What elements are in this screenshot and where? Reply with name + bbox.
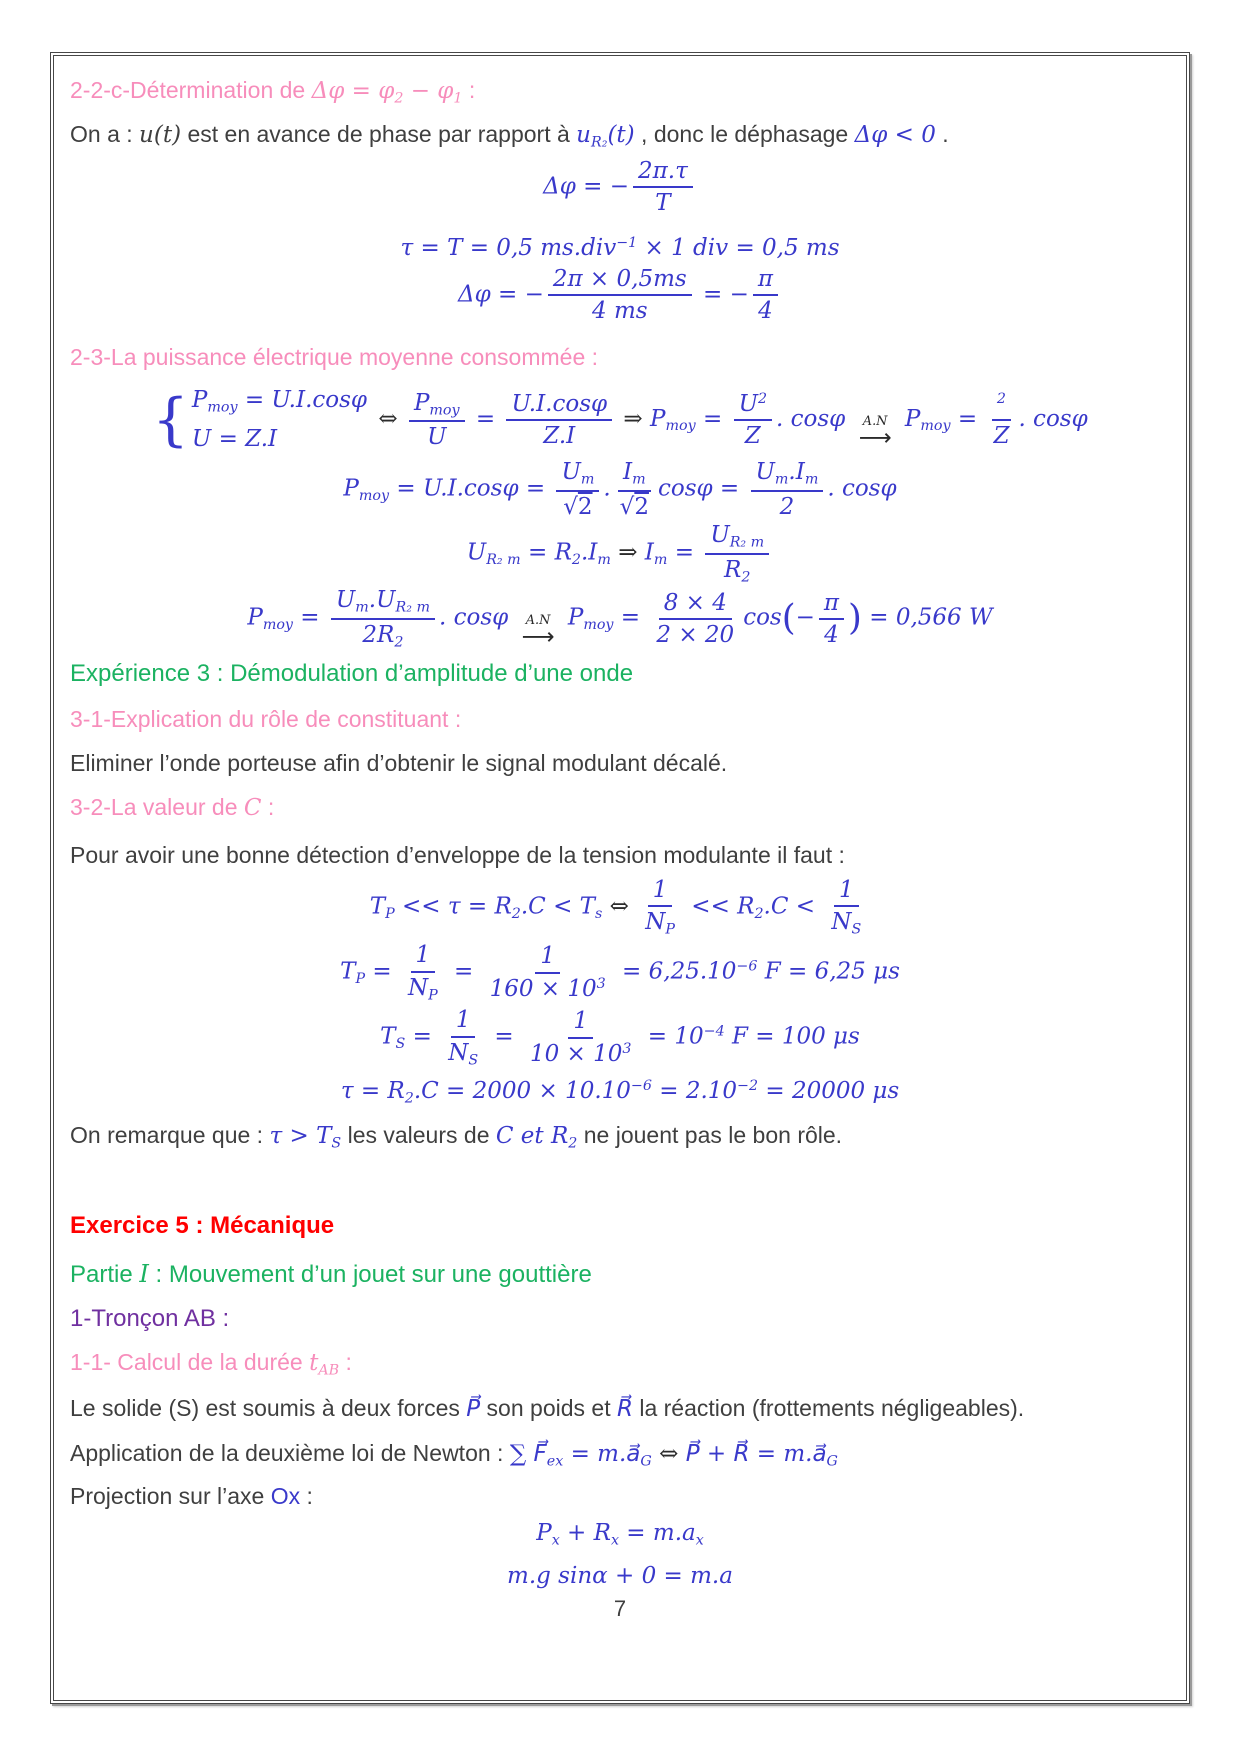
para-loi-de-newton: Application de la deuxième loi de Newton : ∑ F⃗ex = m.a⃗G ⇔ P⃗ + R⃗ = m.a⃗G	[70, 1439, 838, 1469]
heading-3-2: 3-2-La valeur de C :	[70, 794, 275, 822]
formula-pmoy-um-im: Pmoy = U.I.cosφ = $\frac{Um}{√2}$ . $\frac{Im}{√2}$ cosφ = $\frac{Um.Im}{2}$ . cosφ	[343, 459, 897, 520]
formula-dphi-valeur: Δφ = − $\frac{2\pi \times 0,5ms}{4 ms}$ = − $\frac{\pi}{4}$	[70, 266, 1170, 325]
formula-pmoy-an: Pmoy = $\frac{\text{Um.UR₂ m}}{2R2}$ . cosφ A.N ⟶ Pmoy = $\frac{8 \times 4}{2 \times 20}$ cos(− $\frac{\pi}{4}$ ) = 0,566 W	[247, 587, 993, 651]
para-on-remarque: On remarque que : τ > TS les valeurs de C et R2 ne jouent pas le bon rôle.	[70, 1121, 843, 1152]
formula-pmoy-chaine: { Pmoy = U.I.cosφ U = Z.I ⇔ $\frac{\text{Pmoy}}{U}$ = $\frac{U.I.\cos\varphi}{Z.I}$ ⇒ Pmoy = $\frac{U^2}{Z}$ . cosφ A.N ⟶ Pmoy = $\frac{^2}{Z}$ . cosφ	[152, 385, 1088, 453]
formula-px-rx: Px + Rx = m.ax	[536, 1520, 704, 1549]
heading-2-2-c: 2-2-c-Détermination de Δφ = φ2 − φ1 :	[70, 77, 476, 107]
page-frame	[50, 52, 1190, 1704]
para-bonne-detection: Pour avoir une bonne détection d’enveloppe de la tension modulante il faut :	[70, 842, 845, 869]
heading-partie-1: Partie I : Mouvement d’un jouet sur une gouttière	[70, 1259, 592, 1288]
formula-condition-tp-ts: TP << τ = R2.C < Ts ⇔ $\frac{1}{NP}$ << R2.C < $\frac{1}{NS}$	[369, 877, 862, 938]
para-avance-de-phase: On a : u(t) est en avance de phase par rapport à uR₂(t) , donc le déphasage Δφ < 0 .	[70, 121, 949, 151]
formula-mg-sinalpha: m.g sinα + 0 = m.a	[507, 1562, 733, 1589]
para-projection-ox: Projection sur l’axe Ox :	[70, 1483, 313, 1510]
heading-2-3: 2-3-La puissance électrique moyenne consommée :	[70, 343, 599, 370]
heading-1-1-duree-tab: 1-1- Calcul de la durée tAB :	[70, 1348, 352, 1378]
formula-tau-r2c: $\tau = R2.C = 2000 \times 10.10^{-6} = 2.10^{-2} = 20000$ μs	[340, 1078, 900, 1107]
formula-ts-valeur: TS = $\frac{1}{NS}$ = $\frac{1}{10 \times 10^3}$ = $10^{-4}$ F = 100 μs	[380, 1007, 860, 1068]
page-number: 7	[613, 1595, 627, 1621]
heading-troncon-ab: 1-Tronçon AB :	[70, 1304, 230, 1332]
heading-3-1: 3-1-Explication du rôle de constituant :	[70, 705, 462, 732]
heading-exercice-5: Exercice 5 : Mécanique	[70, 1211, 335, 1239]
para-le-solide: Le solide (S) est soumis à deux forces P⃗ son poids et R⃗ la réaction (frottements négligeables).	[70, 1394, 1025, 1422]
formula-ur2m-im: UR₂ m = R2.Im ⇒ Im = $\frac{\text{UR₂ m}}{R2}$	[70, 522, 1170, 585]
heading-experience-3: Expérience 3 : Démodulation d’amplitude d’une onde	[70, 659, 634, 687]
formula-dphi-definition: Δφ = − $\frac{2\pi.\tau}{T}$	[70, 158, 1170, 217]
formula-tp-valeur: TP = $\frac{1}{NP}$ = $\frac{1}{160 \times 10^3}$ = $6,25.10^{-6}$ F = 6,25 μs	[340, 942, 900, 1003]
formula-tau-mesure: τ = T = 0,5 ms.div$^{-1}$ × 1 div = 0,5 ms	[400, 234, 840, 261]
para-eliminer-onde: Eliminer l’onde porteuse afin d’obtenir le signal modulant décalé.	[70, 750, 728, 777]
